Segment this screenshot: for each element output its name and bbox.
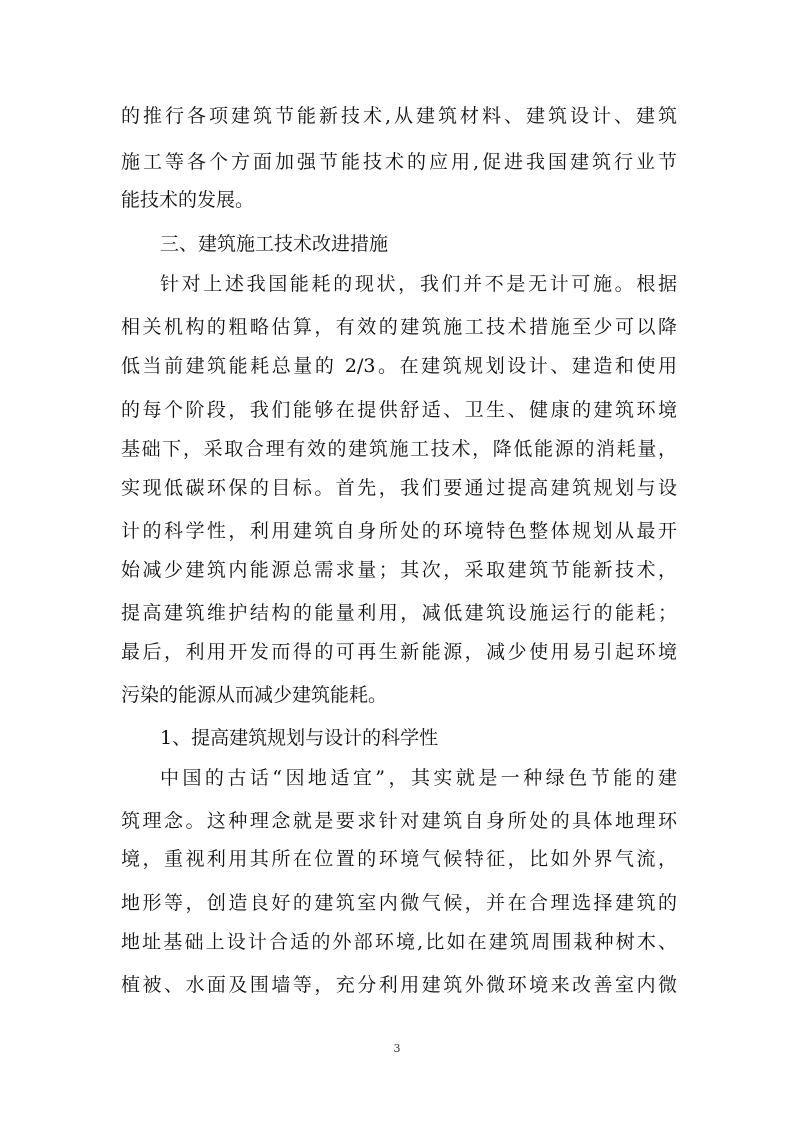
page-number: 3: [393, 1042, 401, 1055]
body-text-line: 植被、水面及围墙等，充分利用建筑外微环境来改善室内微: [121, 974, 677, 996]
body-text-line: 低当前建筑能耗总量的 2/3。在建筑规划设计、建造和使用: [121, 355, 677, 377]
body-text-line: 相关机构的粗略估算，有效的建筑施工技术措施至少可以降: [121, 316, 677, 338]
body-text-line: 境，重视利用其所在位置的环境气候特征，比如外界气流，: [121, 848, 677, 870]
body-text-line: 地址基础上设计合适的外部环境,比如在建筑周围栽种树木、: [121, 931, 677, 953]
body-text-line: 中国的古话“因地适宜”，其实就是一种绿色节能的建: [160, 767, 677, 789]
body-text-line: 的推行各项建筑节能新技术,从建筑材料、建筑设计、建筑: [121, 105, 677, 127]
body-text-line: 地形等，创造良好的建筑室内微气候，并在合理选择建筑的: [121, 892, 677, 914]
section-heading: 三、建筑施工技术改进措施: [160, 233, 389, 255]
body-text-line: 筑理念。这种理念就是要求针对建筑自身所处的具体地理环: [121, 810, 677, 832]
body-text-line: 始减少建筑内能源总需求量；其次，采取建筑节能新技术，: [121, 559, 677, 581]
body-text-line: 提高建筑维护结构的能量利用，减低建筑设施运行的能耗；: [121, 602, 677, 624]
subsection-heading: 1、提高建筑规划与设计的科学性: [160, 727, 439, 749]
body-text-line: 能技术的发展。: [121, 189, 255, 211]
body-text-line: 最后，利用开发而得的可再生新能源，减少使用易引起环境: [121, 641, 677, 663]
body-text-line: 施工等各个方面加强节能技术的应用,促进我国建筑行业节: [121, 151, 677, 173]
body-text-line: 污染的能源从而减少建筑能耗。: [121, 684, 388, 706]
body-text-line: 针对上述我国能耗的现状，我们并不是无计可施。根据: [160, 273, 677, 295]
body-text-line: 的每个阶段，我们能够在提供舒适、卫生、健康的建筑环境: [121, 399, 677, 421]
body-text-line: 计的科学性，利用建筑自身所处的环境特色整体规划从最开: [121, 520, 677, 542]
body-text-line: 基础下，采取合理有效的建筑施工技术，降低能源的消耗量，: [121, 438, 677, 460]
body-text-line: 实现低碳环保的目标。首先，我们要通过提高建筑规划与设: [121, 477, 677, 499]
